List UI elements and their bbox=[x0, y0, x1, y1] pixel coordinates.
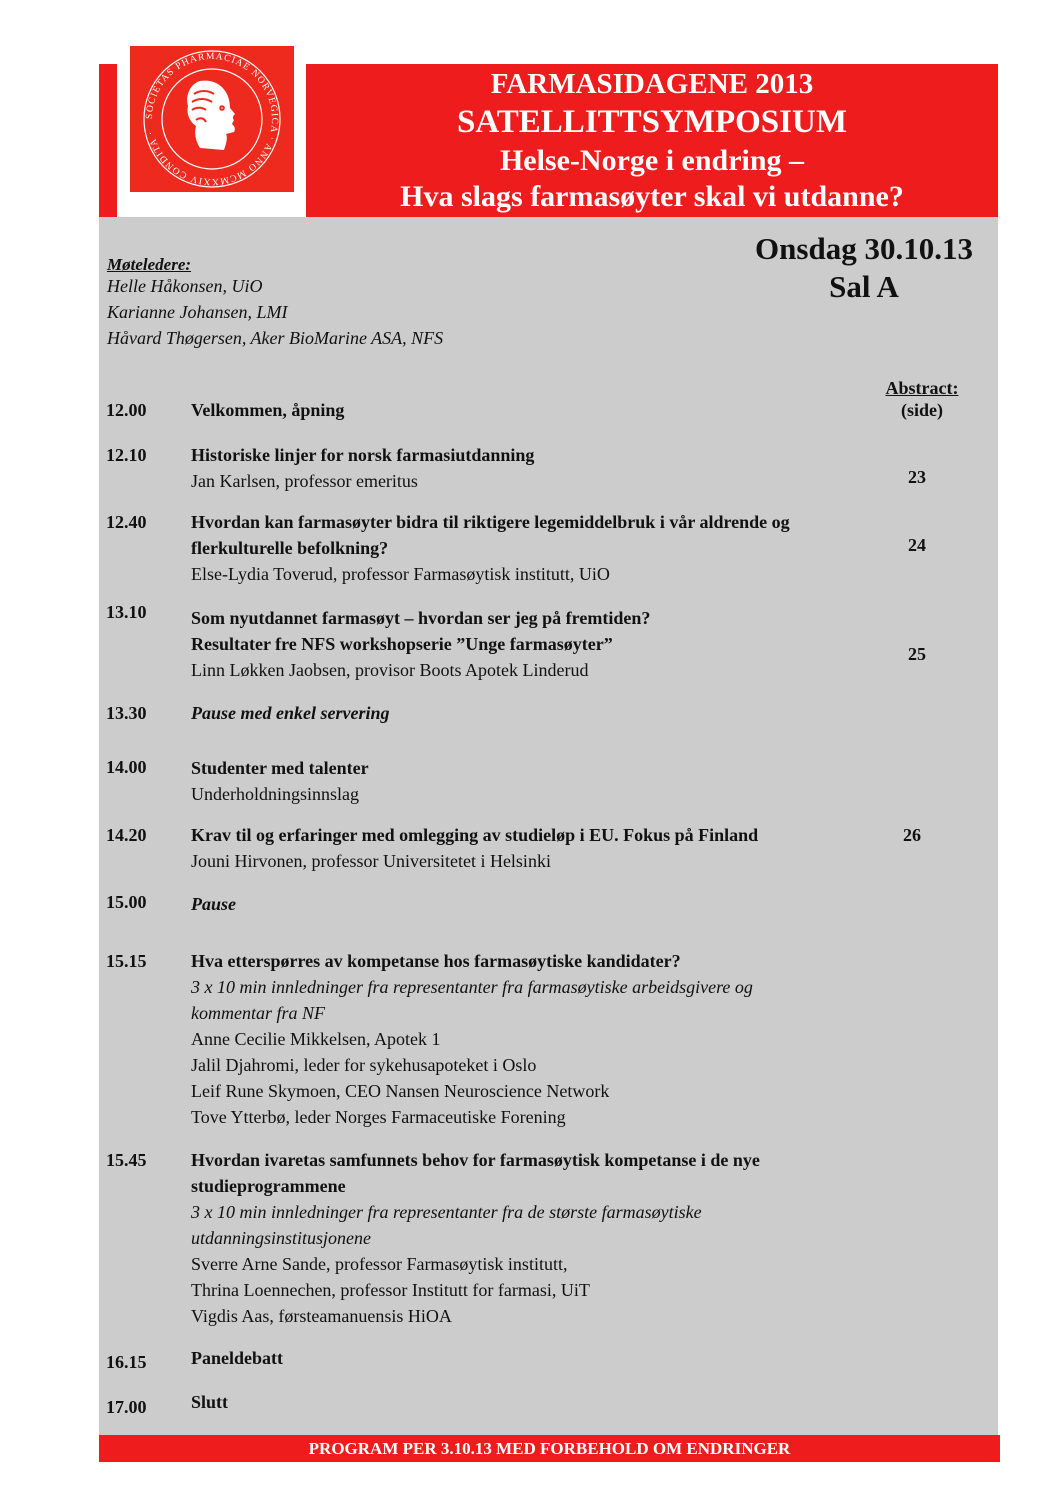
session-title: flerkulturelle befolkning? bbox=[191, 538, 389, 558]
session-time: 13.30 bbox=[106, 703, 147, 723]
moderator-name: Håvard Thøgersen, Aker BioMarine ASA, NFS bbox=[107, 328, 444, 348]
session-item bbox=[191, 509, 790, 587]
moderators-heading: Møteledere: bbox=[107, 255, 192, 274]
header-band bbox=[306, 64, 998, 217]
session-speaker: Anne Cecilie Mikkelsen, Apotek 1 bbox=[191, 1029, 441, 1049]
session-speaker: Vigdis Aas, førsteamanuensis HiOA bbox=[191, 1306, 452, 1326]
session-time: 15.45 bbox=[106, 1150, 147, 1170]
session-speaker: Jan Karlsen, professor emeritus bbox=[191, 471, 418, 491]
session-speaker: Tove Ytterbø, leder Norges Farmaceutiske Forening bbox=[191, 1107, 566, 1127]
session-item bbox=[191, 605, 650, 683]
subtitle-line-2: Hva slags farmasøyter skal vi utdanne? bbox=[400, 180, 904, 213]
session-title: studieprogrammene bbox=[191, 1176, 346, 1196]
session-subtitle: 3 x 10 min innledninger fra representanter fra farmasøytiske arbeidsgivere og bbox=[191, 977, 753, 997]
session-time: 12.40 bbox=[106, 512, 147, 532]
abstract-sub-label: (side) bbox=[901, 400, 943, 420]
session-time: 13.10 bbox=[106, 602, 147, 622]
pause-title: Pause med enkel servering bbox=[191, 703, 390, 723]
event-date: Onsdag 30.10.13 bbox=[755, 231, 973, 266]
session-title: Velkommen, åpning bbox=[191, 400, 345, 420]
session-item bbox=[191, 442, 534, 494]
symposium-title: SATELLITTSYMPOSIUM bbox=[457, 104, 847, 140]
session-title: Studenter med talenter bbox=[191, 758, 369, 778]
session-title: Paneldebatt bbox=[191, 1348, 283, 1368]
medallion-icon bbox=[130, 46, 294, 192]
session-title: Slutt bbox=[191, 1392, 229, 1412]
abstract-page: 24 bbox=[908, 535, 926, 555]
session-title: Hvordan kan farmasøyter bidra til riktigere legemiddelbruk i vår aldrende og bbox=[191, 512, 790, 532]
session-subtitle: kommentar fra NF bbox=[191, 1003, 325, 1023]
abstract-page: 23 bbox=[908, 467, 926, 487]
session-speaker: Sverre Arne Sande, professor Farmasøytisk institutt, bbox=[191, 1254, 568, 1274]
session-speaker: Jouni Hirvonen, professor Universitetet i Helsinki bbox=[191, 851, 551, 871]
subtitle-line-1: Helse-Norge i endring – bbox=[499, 144, 805, 177]
society-logo bbox=[130, 46, 294, 192]
event-title: FARMASIDAGENE 2013 bbox=[490, 68, 814, 100]
session-item bbox=[191, 1147, 760, 1329]
session-subtitle: 3 x 10 min innledninger fra representanter fra de største farmasøytiske bbox=[191, 1202, 702, 1222]
moderator-name: Karianne Johansen, LMI bbox=[107, 302, 288, 322]
session-title: Krav til og erfaringer med omlegging av studieløp i EU. Fokus på Finland bbox=[191, 825, 759, 845]
session-title: Historiske linjer for norsk farmasiutdanning bbox=[191, 445, 535, 465]
session-title: Som nyutdannet farmasøyt – hvordan ser jeg på fremtiden? bbox=[191, 608, 651, 628]
session-item bbox=[191, 822, 758, 874]
abstract-page: 26 bbox=[903, 825, 921, 845]
session-speaker: Underholdningsinnslag bbox=[191, 784, 359, 804]
session-item bbox=[191, 1389, 228, 1415]
session-time: 15.15 bbox=[106, 951, 147, 971]
session-item bbox=[191, 755, 369, 807]
session-title: Hvordan ivaretas samfunnets behov for farmasøytisk kompetanse i de nye bbox=[191, 1150, 760, 1170]
session-item bbox=[191, 891, 236, 917]
pause-title: Pause bbox=[191, 894, 236, 914]
session-time: 12.00 bbox=[106, 400, 147, 420]
session-item bbox=[191, 397, 344, 423]
header-left-bar bbox=[99, 64, 117, 217]
session-time: 14.20 bbox=[106, 825, 147, 845]
session-title: Resultater fre NFS workshopserie ”Unge farmasøyter” bbox=[191, 634, 613, 654]
session-speaker: Jalil Djahromi, leder for sykehusapoteket i Oslo bbox=[191, 1055, 537, 1075]
event-room: Sal A bbox=[829, 269, 899, 304]
moderator-name: Helle Håkonsen, UiO bbox=[107, 276, 263, 296]
session-time: 17.00 bbox=[106, 1397, 147, 1417]
session-time: 14.00 bbox=[106, 757, 147, 777]
date-block bbox=[752, 230, 976, 306]
footer-notice: PROGRAM PER 3.10.13 MED FORBEHOLD OM ENDRINGER bbox=[99, 1435, 1000, 1462]
session-item bbox=[191, 700, 389, 726]
session-subtitle: utdanningsinstitusjonene bbox=[191, 1228, 371, 1248]
abstract-label: Abstract: bbox=[885, 378, 959, 398]
session-item bbox=[191, 1345, 283, 1371]
session-item bbox=[191, 948, 753, 1130]
session-speaker: Else-Lydia Toverud, professor Farmasøytisk institutt, UiO bbox=[191, 564, 610, 584]
session-time: 16.15 bbox=[106, 1352, 147, 1372]
session-speaker: Linn Løkken Jaobsen, provisor Boots Apotek Linderud bbox=[191, 660, 589, 680]
abstract-column-heading bbox=[858, 377, 986, 421]
session-time: 12.10 bbox=[106, 445, 147, 465]
session-time: 15.00 bbox=[106, 892, 147, 912]
session-speaker: Thrina Loennechen, professor Institutt for farmasi, UiT bbox=[191, 1280, 590, 1300]
svg-text:SOCIETAS PHARMACIAE NORVEGICA: SOCIETAS PHARMACIAE NORVEGICA · ANNO MCMXXIV CONDITA · bbox=[144, 51, 280, 187]
session-title: Hva etterspørres av kompetanse hos farmasøytiske kandidater? bbox=[191, 951, 681, 971]
abstract-page: 25 bbox=[908, 644, 926, 664]
session-speaker: Leif Rune Skymoen, CEO Nansen Neuroscience Network bbox=[191, 1081, 610, 1101]
